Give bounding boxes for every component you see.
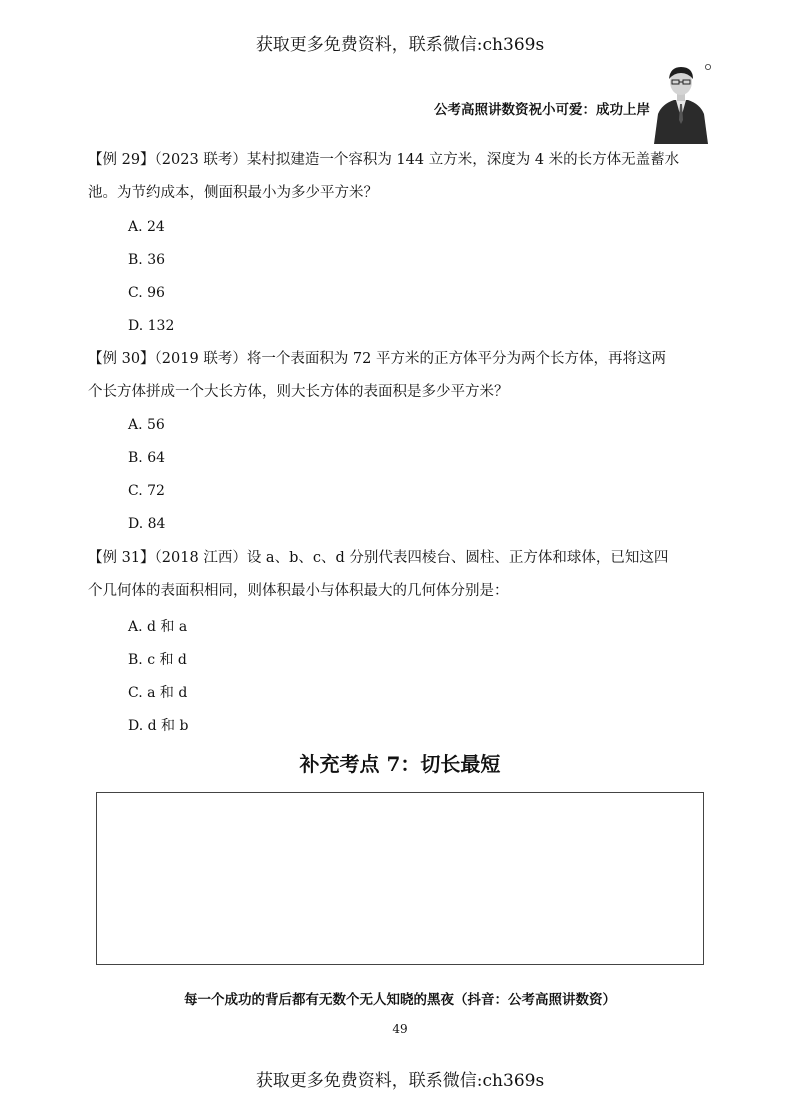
section-title: 补充考点 7：切长最短 xyxy=(299,752,501,776)
header-slogan: 公考高照讲数资祝小可爱：成功上岸 xyxy=(434,102,650,118)
question-29-option-a: A. 24 xyxy=(128,219,165,235)
question-31-line-2: 个几何体的表面积相同，则体积最小与体积最大的几何体分别是： xyxy=(88,583,509,599)
notes-box xyxy=(96,792,704,965)
question-31-option-c: C. a 和 d xyxy=(128,685,188,701)
question-31-line-1: 【例 31】（2018 江西）设 a、b、c、d 分别代表四棱台、圆柱、正方体和球体，已知这四 xyxy=(88,550,669,566)
presenter-portrait xyxy=(650,62,712,144)
question-30-option-c: C. 72 xyxy=(128,483,165,499)
question-29-option-d: D. 132 xyxy=(128,318,175,334)
question-31-option-d: D. d 和 b xyxy=(128,718,189,734)
question-30-line-1: 【例 30】（2019 联考）将一个表面积为 72 平方米的正方体平分为两个长方体，再将这两 xyxy=(88,351,666,367)
presenter-portrait-image xyxy=(650,62,712,144)
question-29-option-c: C. 96 xyxy=(128,285,165,301)
question-31-option-a: A. d 和 a xyxy=(128,619,188,635)
question-30-line-2: 个长方体拼成一个大长方体，则大长方体的表面积是多少平方米？ xyxy=(88,384,509,400)
watermark-top: 获取更多免费资料，联系微信:ch369s xyxy=(255,35,545,55)
footer-quote: 每一个成功的背后都有无数个无人知晓的黑夜（抖音：公考高照讲数资） xyxy=(184,992,616,1008)
page-number: 49 xyxy=(392,1022,408,1036)
question-29-option-b: B. 36 xyxy=(128,252,166,268)
question-31-option-b: B. c 和 d xyxy=(128,652,187,668)
question-29-line-2: 池。为节约成本，侧面积最小为多少平方米？ xyxy=(88,185,378,201)
watermark-bottom: 获取更多免费资料，联系微信:ch369s xyxy=(255,1071,545,1091)
question-29-line-1: 【例 29】（2023 联考）某村拟建造一个容积为 144 立方米，深度为 4 米的长方体无盖蓄水 xyxy=(88,152,680,168)
question-30-option-b: B. 64 xyxy=(128,450,166,466)
question-30-option-a: A. 56 xyxy=(128,417,165,433)
question-30-option-d: D. 84 xyxy=(128,516,166,532)
